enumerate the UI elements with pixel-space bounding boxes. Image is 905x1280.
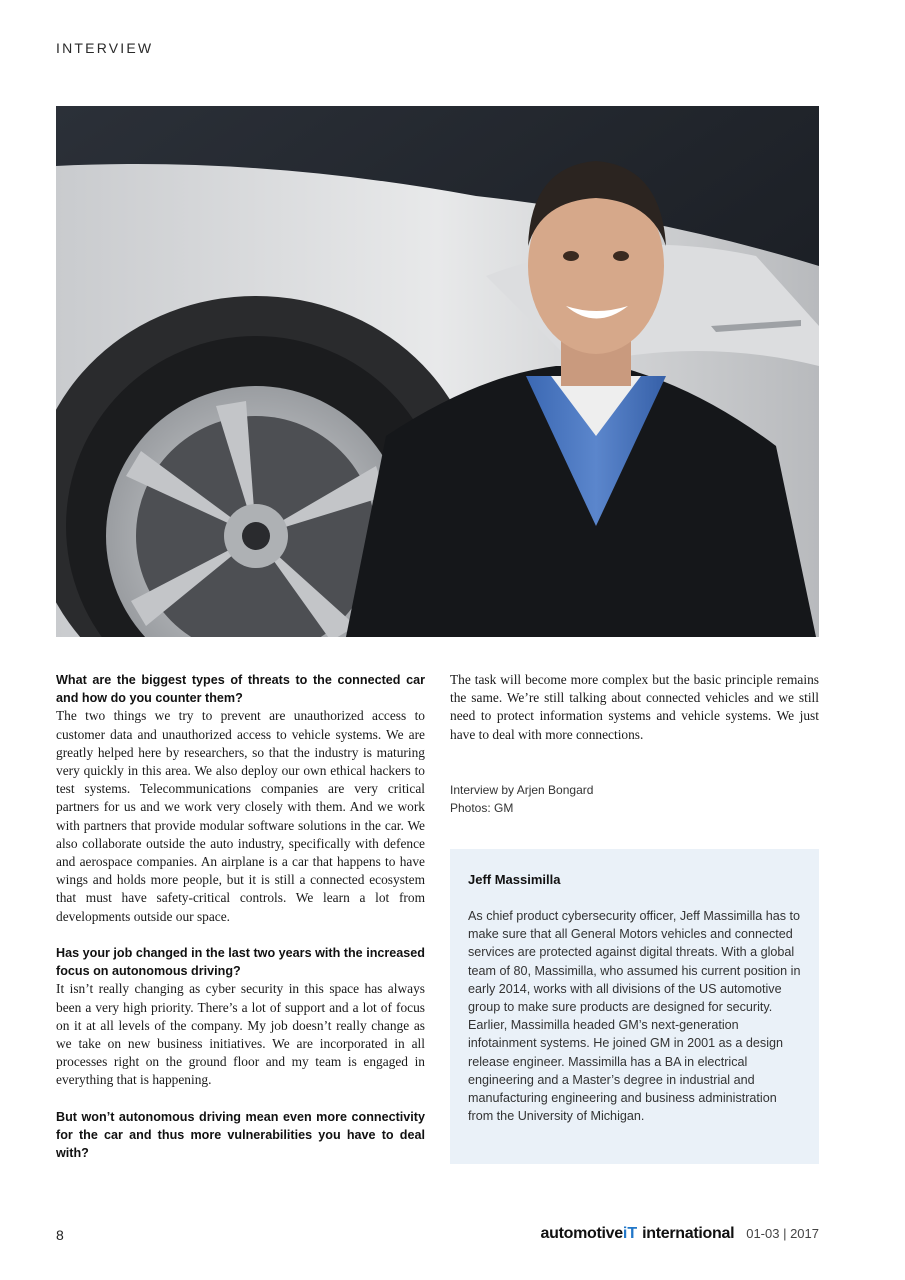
brand-suffix: international (642, 1225, 735, 1242)
question-2: Has your job changed in the last two years with the increased focus on autonomous driving? (56, 946, 425, 979)
interview-photo (56, 106, 819, 637)
brand-prefix: automotive (540, 1225, 623, 1242)
section-label: INTERVIEW (56, 40, 154, 56)
photo-illustration (56, 106, 819, 637)
question-1: What are the biggest types of threats to the connected car and how do you counter them? (56, 673, 425, 706)
answer-3: The task will become more complex but the basic principle remains the same. We’re still talking about connected vehicles and we still need to protect information systems and vehicle systems. We just have to deal with more connections. (450, 672, 819, 742)
issue-date: 01-03 | 2017 (746, 1226, 819, 1241)
bio-name: Jeff Massimilla (468, 872, 561, 887)
right-column (450, 671, 819, 762)
left-column (56, 671, 425, 1162)
credit-photos: Photos: GM (450, 801, 514, 816)
page-number: 8 (56, 1227, 64, 1243)
answer-2: It isn’t really changing as cyber security in this space has always been a very high priority. There’s a lot of support and a lot of focus on it at all levels of the company. My job doesn’t really change as we take on new business initiatives. We are incorporated in all processes right on the ground floor and my team is engaged in everything that is happening. (56, 981, 425, 1088)
footer-brand (541, 1225, 819, 1243)
credits (450, 781, 593, 817)
answer-1: The two things we try to prevent are unauthorized access to customer data and unauthorized access to vehicle systems. We are greatly helped here by researchers, so that the industry is maturing very quickly in this area. We also deploy our own ethical hackers to test systems. Telecommunications companies are very critical partners for us and we work very closely with them. And we work with partners that provide modular software solutions in the car. We also collaborate outside the auto industry, specifically with defence and aerospace companies. An airplane is a car that happens to have wings and holds more people, but it is still a connected ecosystem that must have safety-critical controls. We learn a lot from developments outside our space. (56, 708, 425, 924)
bio-text: As chief product cybersecurity officer, Jeff Massimilla has to make sure that all General Motors vehicles and connected services are protected against digital threats. With a global team of 80, Massimilla, who assumed his current position in early 2014, works with all divisions of the US automotive group to make sure products are designed for security. Earlier, Massimilla headed GM’s next-generation infotainment systems. He joined GM in 2001 as a design release engineer. Massimilla has a BA in electrical engineering and a Master’s degree in industrial and manufacturing engineering and business administration from the University of Michigan. (468, 909, 801, 1124)
bio-box (450, 849, 819, 1164)
brand-it: iT (622, 1225, 638, 1242)
question-3: But won’t autonomous driving mean even more connectivity for the car and thus more vulnerabilities you have to deal with? (56, 1109, 425, 1161)
credit-interview: Interview by Arjen Bongard (450, 783, 594, 797)
